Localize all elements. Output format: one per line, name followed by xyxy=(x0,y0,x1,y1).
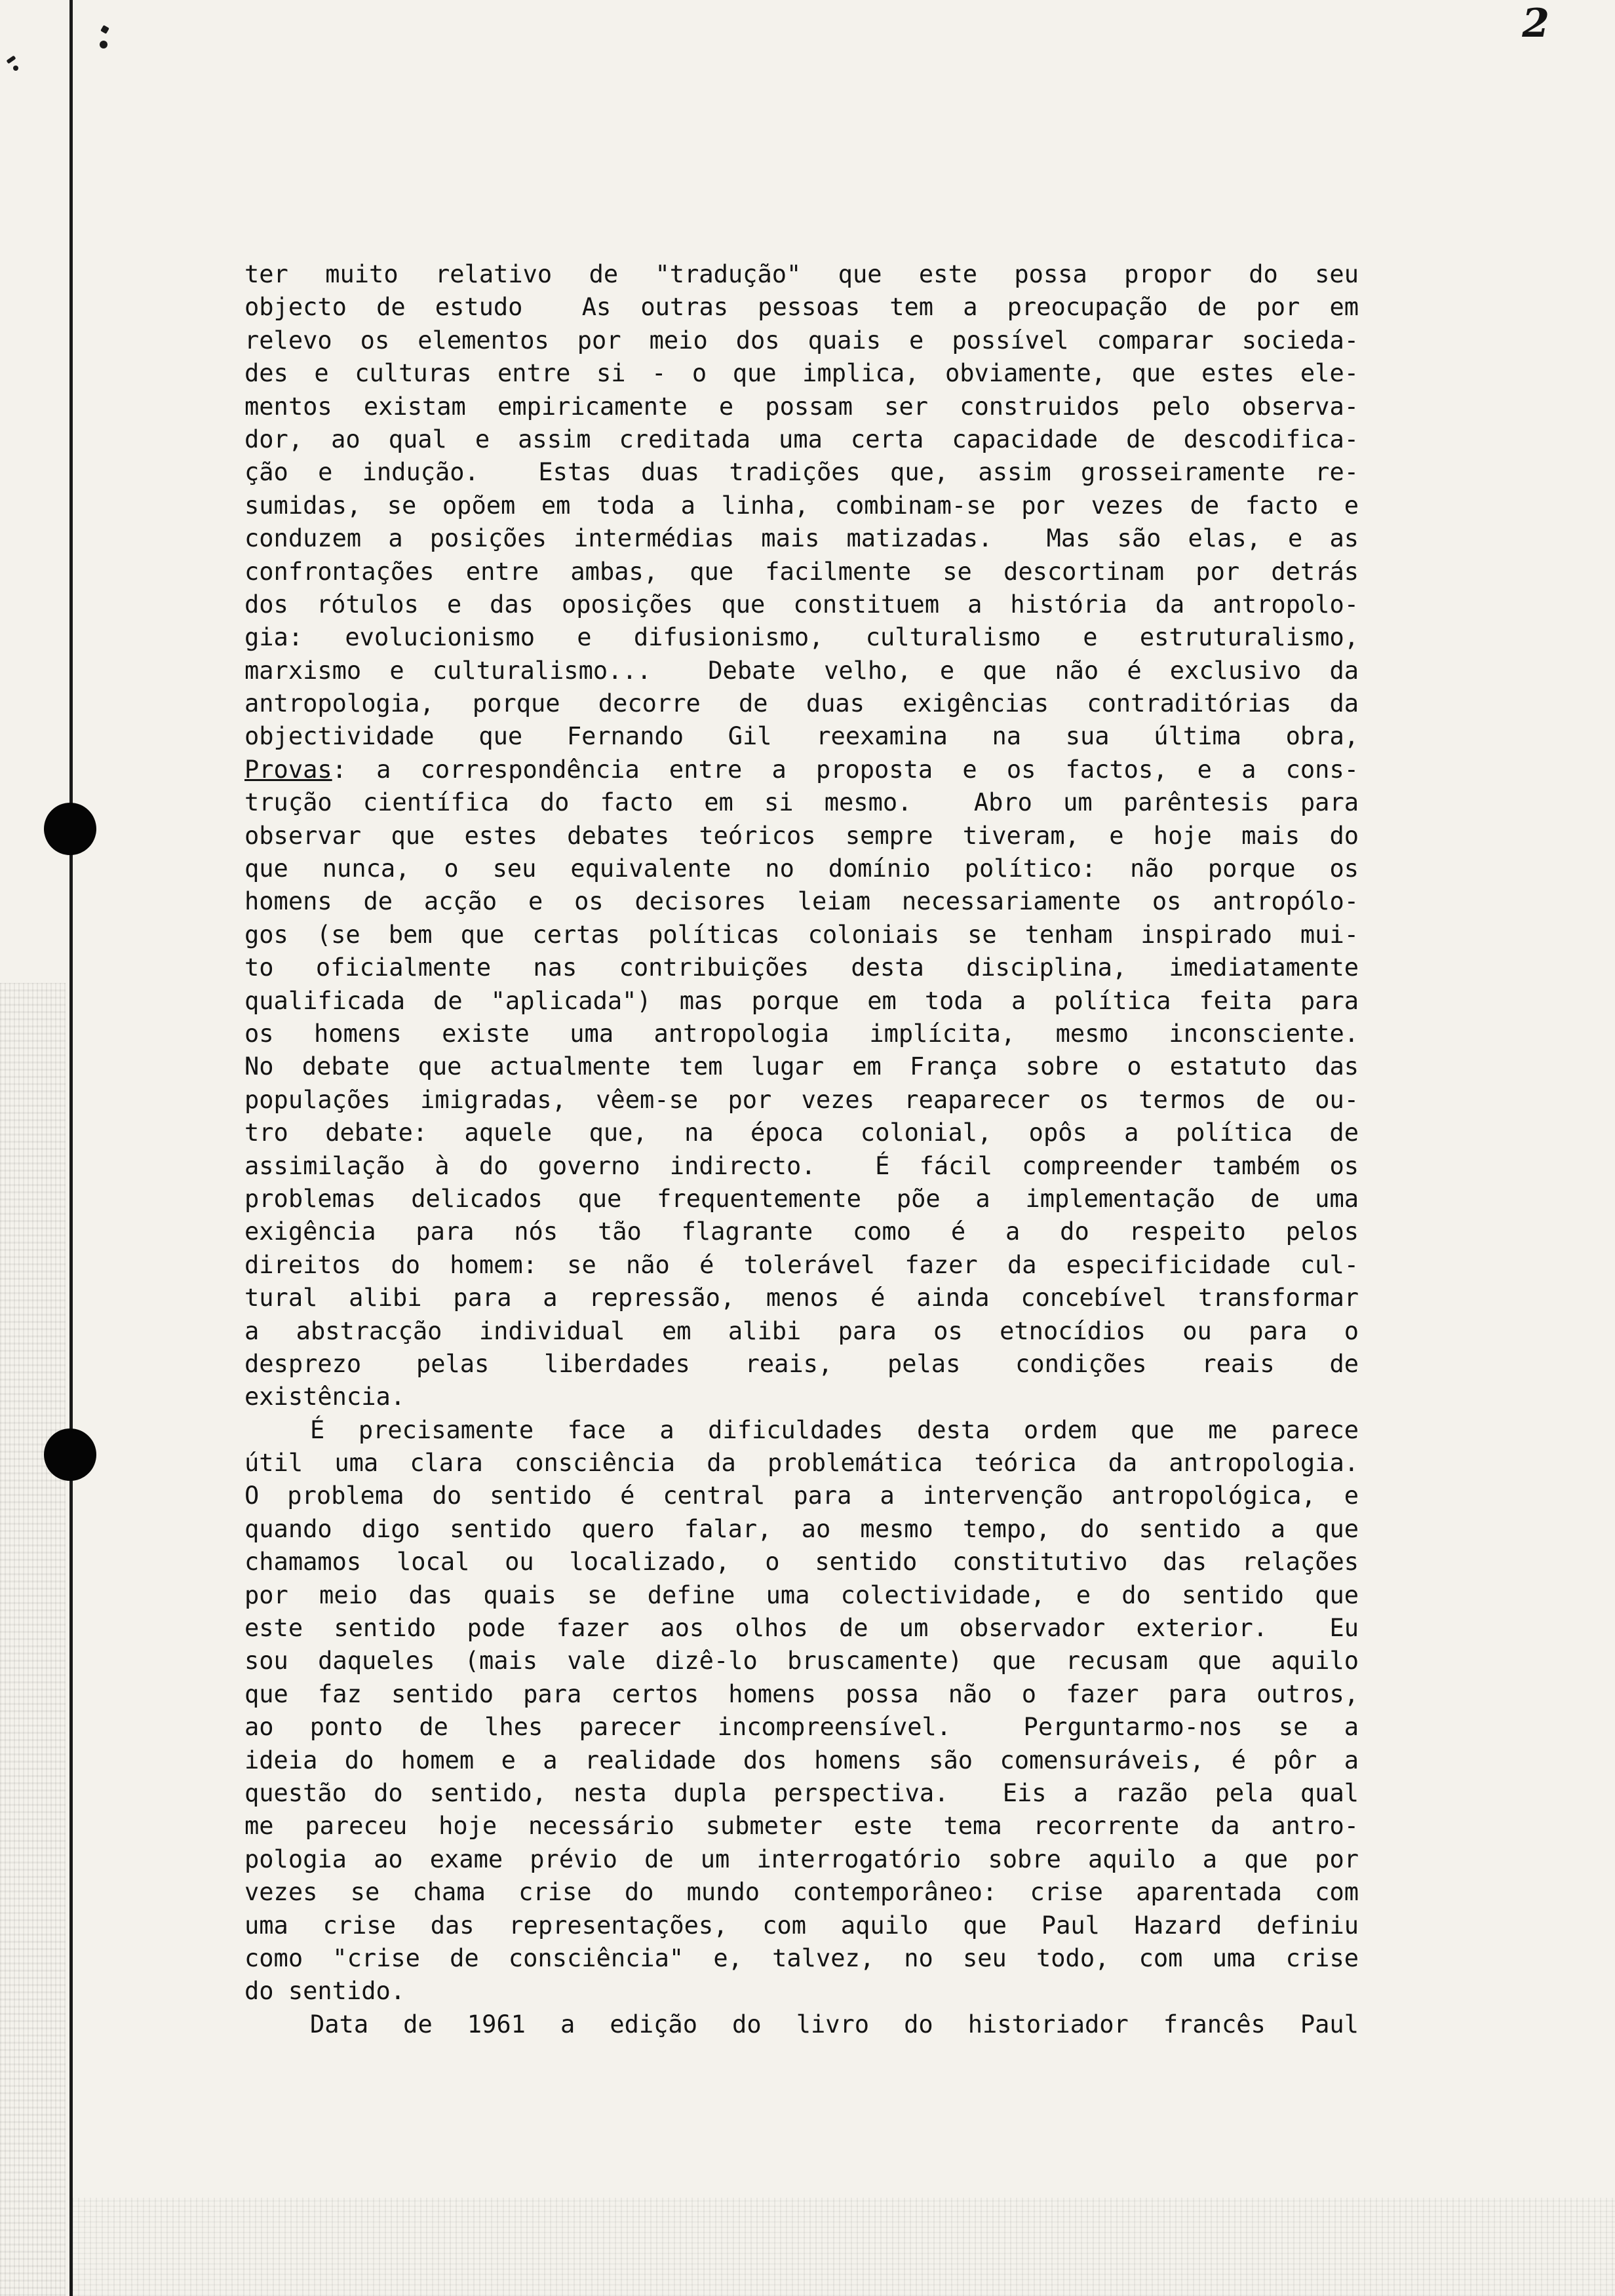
line-text: este sentido pode fazer aos olhos de um observador exterior. Eu xyxy=(244,1614,1359,1643)
line-text: pologia ao exame prévio de um interrogatório sobre aquilo a que por xyxy=(244,1845,1359,1873)
text-line xyxy=(244,655,1359,687)
text-line xyxy=(244,1480,1359,1512)
line-text: gia: evolucionismo e difusionismo, culturalismo e estruturalismo, xyxy=(244,623,1359,652)
text-line xyxy=(244,1018,1359,1050)
text-line xyxy=(244,1215,1359,1248)
body-text xyxy=(244,258,1359,2041)
line-text: exigência para nós tão flagrante como é a do respeito pelos xyxy=(244,1217,1359,1246)
text-line xyxy=(244,357,1359,390)
text-line xyxy=(244,1282,1359,1314)
line-text: ter muito relativo de "tradução" que este possa propor do seu xyxy=(244,260,1359,288)
line-text: problemas delicados que frequentemente põe a implementação de uma xyxy=(244,1184,1359,1213)
text-line xyxy=(244,1249,1359,1282)
text-line xyxy=(244,588,1359,621)
text-line xyxy=(244,1348,1359,1381)
scan-mark xyxy=(100,41,107,48)
line-text: Data de 1961 a edição do livro do historiador francês Paul xyxy=(310,2010,1359,2038)
text-line xyxy=(244,489,1359,522)
text-line xyxy=(244,1084,1359,1117)
text-line xyxy=(244,2008,1359,2041)
text-line xyxy=(244,522,1359,555)
line-text: O problema do sentido é central para a intervenção antropológica, e xyxy=(244,1482,1359,1510)
punch-hole xyxy=(44,1428,96,1481)
line-text: a abstracção individual em alibi para os etnocídios ou para o xyxy=(244,1316,1359,1345)
line-text: É precisamente face a dificuldades desta ordem que me parece xyxy=(310,1415,1359,1444)
text-line xyxy=(244,1513,1359,1546)
text-line xyxy=(244,1183,1359,1215)
line-text: antropologia, porque decorre de duas exigências contraditórias da xyxy=(244,689,1359,718)
line-text: me pareceu hoje necessário submeter este tema recorrente da antro- xyxy=(244,1812,1359,1841)
text-line xyxy=(244,720,1359,753)
text-line xyxy=(244,1612,1359,1645)
line-text: dor, ao qual e assim creditada uma certa capacidade de descodifica- xyxy=(244,425,1359,453)
text-line xyxy=(244,786,1359,819)
text-line xyxy=(244,951,1359,984)
text-line xyxy=(244,1117,1359,1149)
text-line xyxy=(244,820,1359,852)
text-line xyxy=(244,1876,1359,1909)
scan-mark xyxy=(100,25,109,34)
line-text: ao ponto de lhes parecer incompreensível. Perguntarmo-nos se a xyxy=(244,1713,1359,1742)
line-text: vezes se chama crise do mundo contemporâneo: crise aparentada com xyxy=(244,1878,1359,1907)
text-line xyxy=(244,1546,1359,1578)
line-text: marxismo e culturalismo... Debate velho, e que não é exclusivo da xyxy=(244,656,1359,685)
line-text: dos rótulos e das oposições que constituem a história da antropolo- xyxy=(244,590,1359,619)
line-text: objectividade que Fernando Gil reexamina na sua última obra, xyxy=(244,722,1359,751)
text-line xyxy=(244,754,1359,786)
text-line xyxy=(244,391,1359,423)
text-line xyxy=(244,1050,1359,1083)
text-line xyxy=(244,1810,1359,1843)
text-line xyxy=(244,852,1359,885)
line-text: gos (se bem que certas políticas coloniais se tenham inspirado mui- xyxy=(244,920,1359,949)
line-text: homens de acção e os decisores leiam necessariamente os antropólo- xyxy=(244,887,1359,916)
text-line xyxy=(244,1843,1359,1876)
scan-mark xyxy=(13,66,18,71)
text-line xyxy=(244,1678,1359,1711)
text-line xyxy=(244,1579,1359,1612)
line-text: No debate que actualmente tem lugar em França sobre o estatuto das xyxy=(244,1052,1359,1081)
text-line xyxy=(244,423,1359,456)
line-text: como "crise de consciência" e, talvez, no seu todo, com uma crise xyxy=(244,1943,1359,1972)
line-text: assimilação à do governo indirecto. É fácil compreender também os xyxy=(244,1151,1359,1180)
line-text: desprezo pelas liberdades reais, pelas condições reais de xyxy=(244,1349,1359,1378)
line-text: que nunca, o seu equivalente no domínio político: não porque os xyxy=(244,854,1359,883)
text-line xyxy=(244,1744,1359,1777)
line-text: objecto de estudo As outras pessoas tem a preocupação de por em xyxy=(244,293,1359,322)
line-text: observar que estes debates teóricos sempre tiveram, e hoje mais do xyxy=(244,821,1359,850)
text-line xyxy=(244,621,1359,654)
punch-hole xyxy=(44,803,96,855)
line-text: des e culturas entre si - o que implica, obviamente, que estes ele- xyxy=(244,359,1359,388)
scan-bottom-noise xyxy=(72,2198,1615,2296)
scan-edge-noise xyxy=(0,983,66,2296)
page-number: 2 xyxy=(1522,1,1549,47)
line-text: existência. xyxy=(244,1383,406,1411)
line-text: questão do sentido, nesta dupla perspectiva. Eis a razão pela qual xyxy=(244,1778,1359,1807)
line-text: sumidas, se opõem em toda a linha, combinam-se por vezes de facto e xyxy=(244,491,1359,520)
text-line xyxy=(244,1414,1359,1447)
line-text: : a correspondência entre a proposta e os factos, e a cons- xyxy=(332,755,1359,784)
line-text: ideia do homem e a realidade dos homens são comensuráveis, é pôr a xyxy=(244,1746,1359,1774)
text-line xyxy=(244,1942,1359,1975)
line-text: os homens existe uma antropologia implícita, mesmo inconsciente. xyxy=(244,1019,1359,1048)
text-line xyxy=(244,919,1359,951)
line-text: to oficialmente nas contribuições desta disciplina, imediatamente xyxy=(244,953,1359,982)
line-text: tural alibi para a repressão, menos é ainda concebível transformar xyxy=(244,1284,1359,1312)
text-line xyxy=(244,1909,1359,1942)
line-text: confrontações entre ambas, que facilmente se descortinam por detrás xyxy=(244,557,1359,586)
text-line xyxy=(244,1711,1359,1744)
margin-rule xyxy=(69,0,73,2296)
text-line xyxy=(244,885,1359,918)
text-line xyxy=(244,1777,1359,1810)
line-text: quando digo sentido quero falar, ao mesmo tempo, do sentido a que xyxy=(244,1514,1359,1543)
line-text: sou daqueles (mais vale dizê-lo bruscamente) que recusam que aquilo xyxy=(244,1647,1359,1675)
line-text: por meio das quais se define uma colectividade, e do sentido que xyxy=(244,1580,1359,1609)
text-line xyxy=(244,456,1359,489)
line-text: do sentido. xyxy=(244,1977,406,2006)
text-line xyxy=(244,1447,1359,1480)
scan-mark xyxy=(7,56,16,64)
line-text: ção e indução. Estas duas tradições que, assim grosseiramente re- xyxy=(244,458,1359,487)
text-line xyxy=(244,1315,1359,1348)
line-text: uma crise das representações, com aquilo que Paul Hazard definiu xyxy=(244,1911,1359,1940)
text-line xyxy=(244,258,1359,291)
text-line xyxy=(244,687,1359,720)
text-line xyxy=(244,1975,1359,2008)
book-title: Provas xyxy=(244,755,332,784)
line-text: útil uma clara consciência da problemática teórica da antropologia. xyxy=(244,1449,1359,1478)
text-line xyxy=(244,985,1359,1018)
line-text: chamamos local ou localizado, o sentido constitutivo das relações xyxy=(244,1548,1359,1577)
line-text: relevo os elementos por meio dos quais e possível comparar socieda- xyxy=(244,326,1359,354)
text-line xyxy=(244,1645,1359,1677)
text-line xyxy=(244,1381,1359,1413)
line-text: mentos existam empiricamente e possam ser construidos pelo observa- xyxy=(244,392,1359,421)
line-text: qualificada de "aplicada") mas porque em toda a política feita para xyxy=(244,986,1359,1015)
line-text: direitos do homem: se não é tolerável fazer da especificidade cul- xyxy=(244,1250,1359,1279)
line-text: que faz sentido para certos homens possa não o fazer para outros, xyxy=(244,1679,1359,1708)
text-line xyxy=(244,324,1359,357)
text-line xyxy=(244,291,1359,324)
line-text: populações imigradas, vêem-se por vezes reaparecer os termos de ou- xyxy=(244,1085,1359,1114)
line-text: tro debate: aquele que, na época colonial, opôs a política de xyxy=(244,1119,1359,1147)
line-text: conduzem a posições intermédias mais matizadas. Mas são elas, e as xyxy=(244,524,1359,553)
text-line xyxy=(244,1150,1359,1183)
line-text: trução científica do facto em si mesmo. Abro um parêntesis para xyxy=(244,788,1359,817)
text-line xyxy=(244,556,1359,588)
